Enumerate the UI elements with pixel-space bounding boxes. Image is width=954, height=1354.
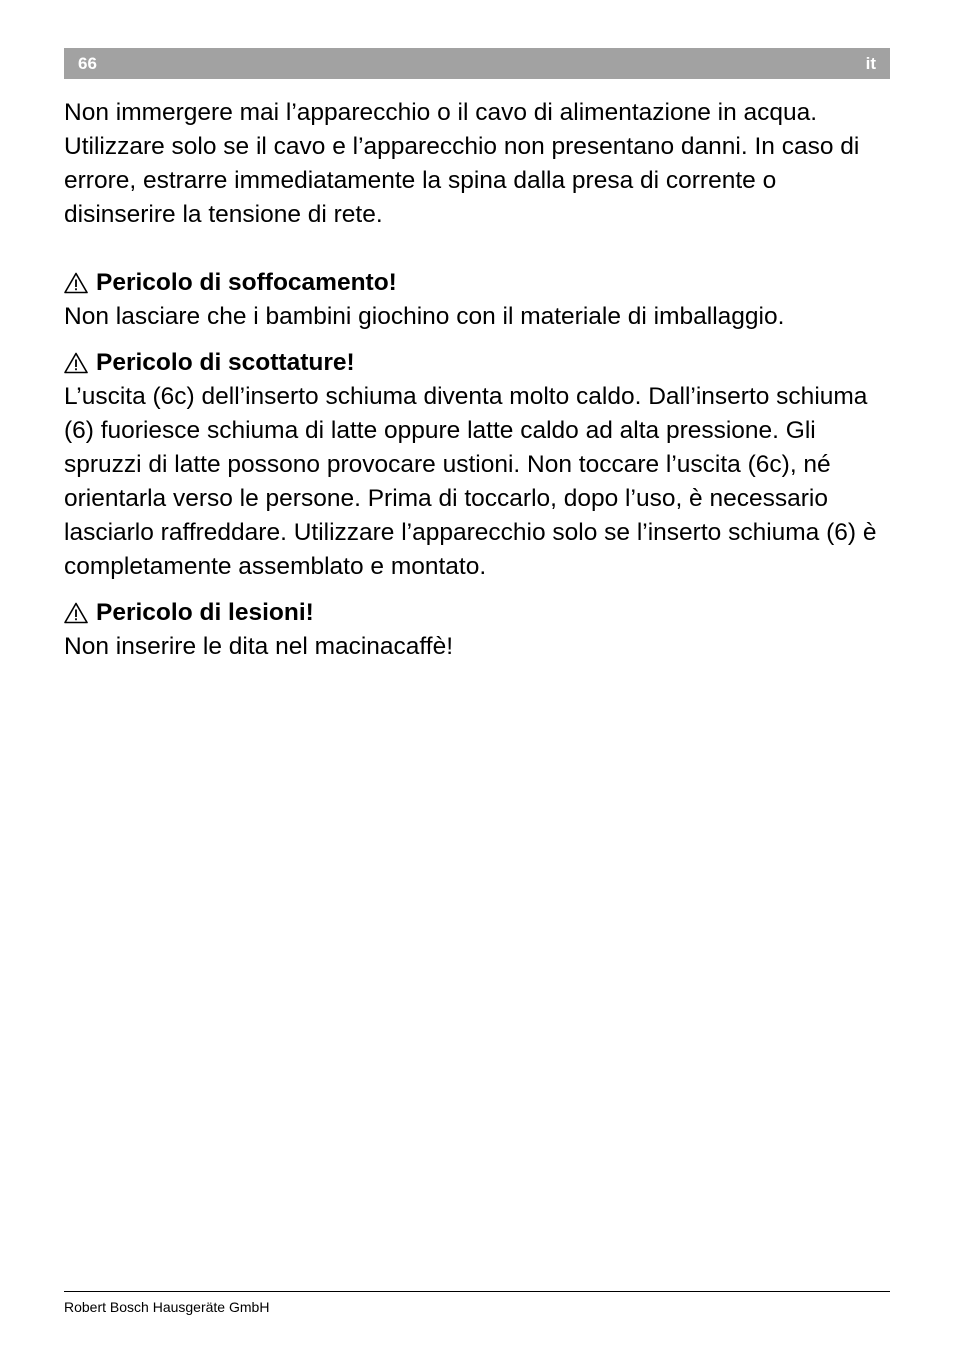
warning-text: L’uscita (6c) dell’inserto schiuma diventa molto caldo. Dall’inserto schiuma (6) fuoriesce schiuma di latte oppure latte caldo ad alta pressione. Gli spruzzi di latte possono provocare ustioni. Non toccare l’uscita (6c), né orientarla verso le persone. Prima di toccarlo, dopo l’uso, è necessario lasciarlo raffreddare. Utilizzare l’apparecchio solo se l’inserto schiuma (6) è completamente assemblato e montato. [64, 383, 877, 580]
language-code: it [865, 54, 876, 73]
warning-title: Pericolo di soffocamento! [96, 269, 397, 296]
warning-heading [64, 266, 884, 300]
footer-divider [64, 1291, 890, 1292]
warning-suffocation [64, 266, 884, 334]
warning-triangle-icon [64, 272, 88, 294]
warning-heading [64, 596, 884, 630]
warning-triangle-icon [64, 352, 88, 374]
page-number: 66 [78, 54, 97, 73]
warning-text: Non lasciare che i bambini giochino con il materiale di imballaggio. [64, 303, 785, 330]
warning-heading [64, 346, 884, 380]
warning-triangle-icon [64, 602, 88, 624]
page-header-bar [64, 48, 890, 79]
warning-burns [64, 346, 884, 584]
footer-company: Robert Bosch Hausgeräte GmbH [64, 1299, 270, 1315]
warning-text: Non inserire le dita nel macinacaffè! [64, 633, 454, 660]
intro-paragraph: Non immergere mai l’apparecchio o il cavo di alimentazione in acqua. Utilizzare solo se il cavo e l’apparecchio non presentano danni. In caso di errore, estrarre immediatamente la spina dalla presa di corrente o disinserire la tensione di rete. [64, 99, 860, 228]
warning-title: Pericolo di lesioni! [96, 599, 314, 626]
warning-injury [64, 596, 884, 664]
page-content [64, 96, 884, 676]
warning-title: Pericolo di scottature! [96, 349, 355, 376]
